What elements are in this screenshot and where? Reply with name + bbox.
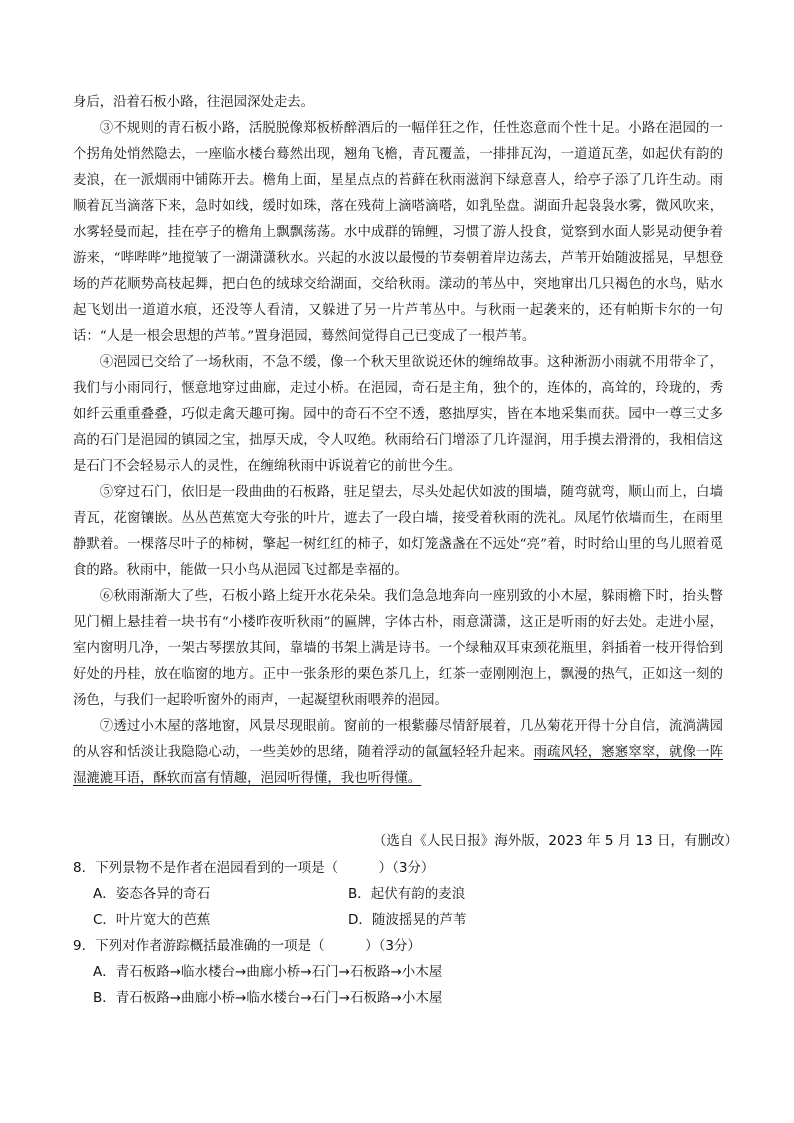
- question-9-stem: 9．下列对作者游踪概括最准确的一项是（ ）（3分）: [73, 938, 421, 954]
- passage-paragraph-6: ⑥秋雨渐渐大了些，石板小路上绽开水花朵朵。我们急急地奔向一座别致的小木屋，躲雨檐下时，抬头瞥见门楣上悬挂着一块书有“小楼昨夜听秋雨”的匾牌，字体古朴，雨意潇潇，这正是听雨的好去处。走进小屋，室内窗明几净，一架古琴摆放其间，靠墙的书架上满是诗书。一个绿釉双耳束颈花瓶里，斜插着一枝开得恰到好处的丹桂，放在临窗的地方。正中一张条形的栗色茶几上，红茶一壶刚刚泡上，飘漫的热气，正如这一刻的汤色，与我们一起聆听窗外的雨声，一起凝望秋雨喂养的浥园。: [73, 589, 723, 708]
- paragraph-7-text: ⑦透过小木屋的落地窗，风景尽现眼前。窗前的一根紫藤尽情舒展着，几丛菊花开得十分自信，流淌满园的从容和恬淡让我隐隐心动，一些美妙的思绪，随着浮动的氤氲轻轻升起来。: [73, 719, 723, 760]
- source-citation: （选自《人民日报》海外版，2023 年 5 月 13 日，有删改）: [372, 833, 738, 849]
- question-8-option-d: D．随波摇晃的芦苇: [348, 912, 467, 928]
- question-8-option-c: C．叶片宽大的芭蕉: [93, 912, 211, 928]
- question-8-stem: 8．下列景物不是作者在浥园看到的一项是（ ）（3分）: [73, 860, 435, 876]
- passage-paragraph-7: [73, 714, 723, 792]
- question-9-option-b: B．青石板路→曲廊小桥→临水楼台→石门→石板路→小木屋: [93, 990, 443, 1006]
- passage-paragraph-3: ③不规则的青石板小路，活脱脱像郑板桥醉酒后的一幅佯狂之作，任性恣意而个性十足。小路在浥园的一个拐角处悄然隐去，一座临水楼台蓦然出现，翘角飞檐，青瓦覆盖，一排排瓦沟，一道道瓦垄，如起伏有韵的麦浪，在一派烟雨中铺陈开去。檐角上面，星星点点的苔藓在秋雨滋润下绿意喜人，给亭子添了几许生动。雨顺着瓦当滴落下来，急时如线，缓时如珠，落在残荷上滴嗒滴嗒，如乳坠盘。湖面升起袅袅水雾，微风吹来，水雾轻曼而起，挂在亭子的檐角上飘飘荡荡。水中成群的锦鲤，习惯了游人投食，觉察到水面人影晃动便争着游来，“哔哔哔”地搅皱了一湖潇潇秋水。兴起的水波以最慢的节奏朝着岸边荡去，芦苇开始随波摇晃，早想登场的芦花顺势高枝起舞，把白色的绒球交给湖面，交给秋雨。漾动的苇丛中，突地窜出几只褐色的水鸟，贴水起飞划出一道道水痕，还没等人看清，又躲进了另一片芦苇丛中。与秋雨一起袭来的，还有帕斯卡尔的一句话：“人是一根会思想的芦苇。”置身浥园，蓦然间觉得自己已变成了一根芦苇。: [73, 121, 723, 344]
- question-8-option-a: A．姿态各异的奇石: [93, 886, 211, 902]
- passage-paragraph-4: ④浥园已交给了一场秋雨，不急不缓，像一个秋天里欲说还休的缠绵故事。这种淅沥小雨就不用带伞了，我们与小雨同行，惬意地穿过曲廊，走过小桥。在浥园，奇石是主角，独个的，连体的，高耸的，玲珑的，秀如纤云重重叠叠，巧似走禽天趣可掬。园中的奇石不空不透，憨拙厚实，皆在本地采集而获。园中一尊三丈多高的石门是浥园的镇园之宝，拙厚天成，令人叹绝。秋雨给石门增添了几许湿润，用手摸去滑滑的，我相信这是石门不会轻易示人的灵性，在缠绵秋雨中诉说着它的前世今生。: [73, 355, 723, 474]
- passage-paragraph-intro: 身后，沿着石板小路，往浥园深处走去。: [73, 95, 315, 110]
- reading-passage: [73, 90, 723, 792]
- question-8-option-b: B．起伏有韵的麦浪: [348, 886, 466, 902]
- underlined-sentence: 雨疏风轻，窸窸窣窣，就像一阵湿漉漉耳语，酥软而富有情趣，浥园听得懂，我也听得懂。: [73, 745, 724, 786]
- question-9-option-a: A．青石板路→临水楼台→曲廊小桥→石门→石板路→小木屋: [93, 964, 443, 980]
- passage-paragraph-5: ⑤穿过石门，依旧是一段曲曲的石板路，驻足望去，尽头处起伏如波的围墙，随弯就弯，顺山而上，白墙青瓦，花窗镶嵌。丛丛芭蕉宽大夸张的叶片，遮去了一段白墙，接受着秋雨的洗礼。凤尾竹依墙而生，在雨里静默着。一棵落尽叶子的柿树，擎起一树红红的柿子，如灯笼盏盏在不远处“亮”着，时时给山里的鸟儿照着觅食的路。秋雨中，能做一只小鸟从浥园飞过都是幸福的。: [73, 485, 723, 578]
